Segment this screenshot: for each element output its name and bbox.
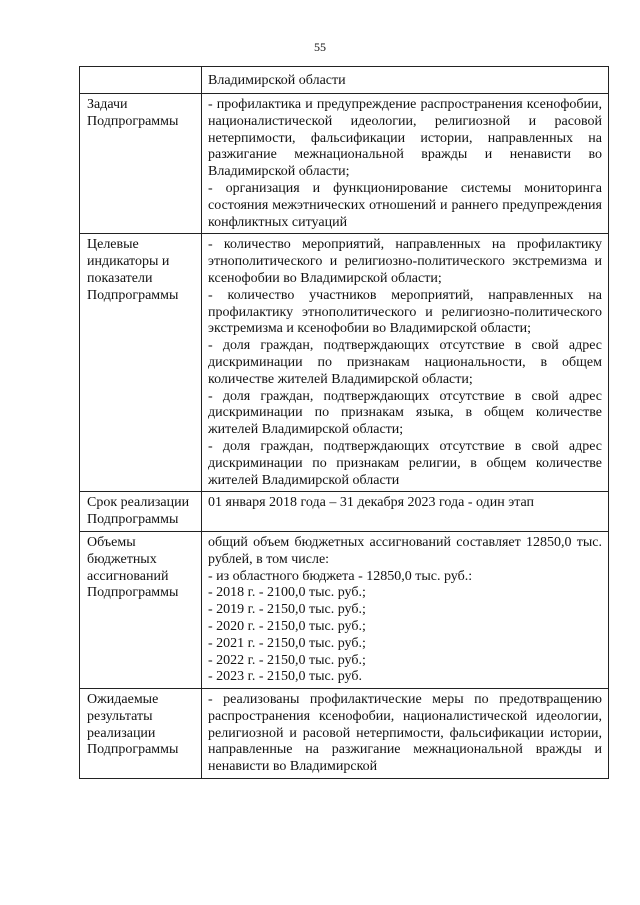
passport-table	[79, 66, 609, 779]
paragraph: 01 января 2018 года – 31 декабря 2023 года - один этап	[208, 495, 535, 511]
budget-line: - 2019 г. - 2150,0 тыс. руб.;	[208, 602, 366, 618]
row-content	[202, 492, 609, 532]
page-number: 55	[314, 40, 326, 54]
budget-line: - 2018 г. - 2100,0 тыс. руб.;	[208, 585, 366, 601]
row-label: Целевые индикаторы и показатели Подпрограммы	[80, 234, 202, 492]
budget-line: - 2023 г. - 2150,0 тыс. руб.	[208, 669, 362, 685]
row-label: Ожидаемые результаты реализации Подпрограммы	[80, 689, 202, 779]
row-content	[202, 67, 609, 94]
budget-line: - 2021 г. - 2150,0 тыс. руб.;	[208, 635, 366, 651]
row-content	[202, 689, 609, 779]
paragraph: - организация и функционирование системы мониторинга состояния межэтнических отношений и раннего предупреждения конфликтных ситуаций	[208, 180, 602, 230]
table-row-tasks	[80, 94, 609, 234]
budget-line: - из областного бюджета - 12850,0 тыс. руб.:	[208, 568, 473, 584]
row-label: Объемы бюджетных ассигнований Подпрограммы	[80, 531, 202, 688]
table-row-results	[80, 689, 609, 779]
row-content	[202, 94, 609, 234]
paragraph: - количество мероприятий, направленных на профилактику этнополитического и религиозно-политического экстремизма и ксенофобии во Владимирской области;	[208, 237, 602, 286]
row-label	[80, 67, 202, 94]
budget-line: - 2022 г. - 2150,0 тыс. руб.;	[208, 652, 366, 668]
paragraph: - доля граждан, подтверждающих отсутствие в свой адрес дискриминации по признакам национальности, в общем количестве жителей Владимирской области;	[208, 338, 602, 387]
row-label: Срок реализации Подпрограммы	[80, 492, 202, 532]
table-row-continuation	[80, 67, 609, 94]
paragraph: - профилактика и предупреждение распространения ксенофобии, националистической идеологии, религиозной и расовой нетерпимости, фальсификации истории, направленных на разжигание межнациональной вражды и ненависти во Владимирской области;	[208, 97, 602, 180]
paragraph: Владимирской области	[208, 73, 346, 88]
paragraph: общий объем бюджетных ассигнований составляет 12850,0 тыс. рублей, в том числе:	[208, 534, 602, 567]
paragraph: - доля граждан, подтверждающих отсутствие в свой адрес дискриминации по признакам религии, в общем количестве жителей Владимирской области	[208, 438, 602, 488]
paragraph: - доля граждан, подтверждающих отсутствие в свой адрес дискриминации по признакам языка, в общем количестве жителей Владимирской области;	[208, 388, 602, 438]
row-label: Задачи Подпрограммы	[80, 94, 202, 234]
row-content	[202, 234, 609, 492]
row-content	[202, 531, 609, 688]
table-row-indicators	[80, 234, 609, 492]
budget-line: - 2020 г. - 2150,0 тыс. руб.;	[208, 618, 366, 634]
paragraph: - реализованы профилактические меры по предотвращению распространения ксенофобии, националистической идеологии, религиозной и расовой нетерпимости, фальсификации истории, направленные на разжигание межнациональной вражды и ненависти во Владимирской	[208, 692, 602, 775]
table-row-budget	[80, 531, 609, 688]
table-row-period	[80, 492, 609, 532]
paragraph: - количество участников мероприятий, направленных на профилактику этнополитического и религиозно-политического экстремизма и ксенофобии во Владимирской области;	[208, 287, 602, 337]
